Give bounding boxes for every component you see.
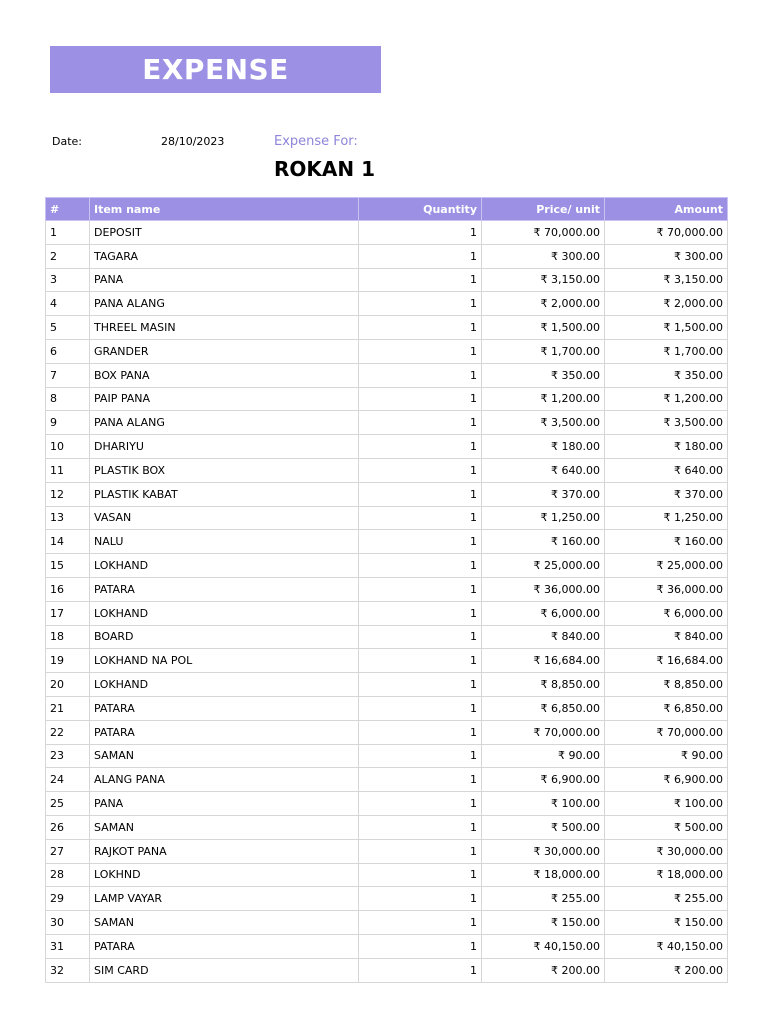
price-unit-cell: ₹ 1,700.00 bbox=[482, 339, 605, 363]
row-number-cell: 17 bbox=[46, 601, 90, 625]
quantity-cell: 1 bbox=[359, 625, 482, 649]
price-unit-cell: ₹ 1,200.00 bbox=[482, 387, 605, 411]
item-name-cell: LOKHAND bbox=[90, 601, 359, 625]
quantity-cell: 1 bbox=[359, 292, 482, 316]
page-title: EXPENSE bbox=[142, 53, 289, 86]
price-unit-cell: ₹ 3,500.00 bbox=[482, 411, 605, 435]
quantity-cell: 1 bbox=[359, 316, 482, 340]
row-number-cell: 2 bbox=[46, 244, 90, 268]
quantity-cell: 1 bbox=[359, 506, 482, 530]
price-unit-cell: ₹ 6,000.00 bbox=[482, 601, 605, 625]
price-unit-cell: ₹ 500.00 bbox=[482, 815, 605, 839]
amount-cell: ₹ 150.00 bbox=[605, 911, 728, 935]
price-unit-cell: ₹ 200.00 bbox=[482, 958, 605, 982]
amount-cell: ₹ 640.00 bbox=[605, 458, 728, 482]
quantity-cell: 1 bbox=[359, 720, 482, 744]
column-header-item-name: Item name bbox=[90, 198, 359, 221]
price-unit-cell: ₹ 70,000.00 bbox=[482, 221, 605, 245]
quantity-cell: 1 bbox=[359, 530, 482, 554]
column-header-number: # bbox=[46, 198, 90, 221]
price-unit-cell: ₹ 30,000.00 bbox=[482, 839, 605, 863]
row-number-cell: 11 bbox=[46, 458, 90, 482]
item-name-cell: PANA bbox=[90, 268, 359, 292]
table-row bbox=[46, 673, 728, 697]
amount-cell: ₹ 90.00 bbox=[605, 744, 728, 768]
price-unit-cell: ₹ 2,000.00 bbox=[482, 292, 605, 316]
row-number-cell: 18 bbox=[46, 625, 90, 649]
quantity-cell: 1 bbox=[359, 696, 482, 720]
table-row bbox=[46, 958, 728, 982]
amount-cell: ₹ 370.00 bbox=[605, 482, 728, 506]
quantity-cell: 1 bbox=[359, 887, 482, 911]
table-row bbox=[46, 506, 728, 530]
row-number-cell: 20 bbox=[46, 673, 90, 697]
table-row bbox=[46, 696, 728, 720]
row-number-cell: 28 bbox=[46, 863, 90, 887]
item-name-cell: SAMAN bbox=[90, 911, 359, 935]
item-name-cell: TAGARA bbox=[90, 244, 359, 268]
item-name-cell: PANA bbox=[90, 792, 359, 816]
expense-table bbox=[45, 197, 728, 983]
amount-cell: ₹ 6,900.00 bbox=[605, 768, 728, 792]
amount-cell: ₹ 1,500.00 bbox=[605, 316, 728, 340]
quantity-cell: 1 bbox=[359, 863, 482, 887]
table-row bbox=[46, 768, 728, 792]
price-unit-cell: ₹ 255.00 bbox=[482, 887, 605, 911]
amount-cell: ₹ 70,000.00 bbox=[605, 221, 728, 245]
table-row bbox=[46, 863, 728, 887]
price-unit-cell: ₹ 300.00 bbox=[482, 244, 605, 268]
quantity-cell: 1 bbox=[359, 458, 482, 482]
price-unit-cell: ₹ 840.00 bbox=[482, 625, 605, 649]
quantity-cell: 1 bbox=[359, 839, 482, 863]
item-name-cell: DEPOSIT bbox=[90, 221, 359, 245]
price-unit-cell: ₹ 90.00 bbox=[482, 744, 605, 768]
item-name-cell: DHARIYU bbox=[90, 435, 359, 459]
price-unit-cell: ₹ 16,684.00 bbox=[482, 649, 605, 673]
quantity-cell: 1 bbox=[359, 363, 482, 387]
header-row bbox=[46, 198, 728, 221]
item-name-cell: ALANG PANA bbox=[90, 768, 359, 792]
price-unit-cell: ₹ 370.00 bbox=[482, 482, 605, 506]
row-number-cell: 21 bbox=[46, 696, 90, 720]
row-number-cell: 1 bbox=[46, 221, 90, 245]
item-name-cell: BOX PANA bbox=[90, 363, 359, 387]
column-header-amount: Amount bbox=[605, 198, 728, 221]
item-name-cell: PATARA bbox=[90, 934, 359, 958]
row-number-cell: 16 bbox=[46, 577, 90, 601]
expense-for-value: ROKAN 1 bbox=[274, 157, 375, 181]
quantity-cell: 1 bbox=[359, 815, 482, 839]
item-name-cell: LOKHAND NA POL bbox=[90, 649, 359, 673]
amount-cell: ₹ 6,000.00 bbox=[605, 601, 728, 625]
table-row bbox=[46, 363, 728, 387]
expense-for-label: Expense For: bbox=[274, 134, 358, 149]
price-unit-cell: ₹ 1,500.00 bbox=[482, 316, 605, 340]
price-unit-cell: ₹ 180.00 bbox=[482, 435, 605, 459]
price-unit-cell: ₹ 36,000.00 bbox=[482, 577, 605, 601]
item-name-cell: LOKHAND bbox=[90, 673, 359, 697]
row-number-cell: 8 bbox=[46, 387, 90, 411]
price-unit-cell: ₹ 3,150.00 bbox=[482, 268, 605, 292]
row-number-cell: 25 bbox=[46, 792, 90, 816]
price-unit-cell: ₹ 70,000.00 bbox=[482, 720, 605, 744]
row-number-cell: 19 bbox=[46, 649, 90, 673]
amount-cell: ₹ 70,000.00 bbox=[605, 720, 728, 744]
item-name-cell: LAMP VAYAR bbox=[90, 887, 359, 911]
row-number-cell: 22 bbox=[46, 720, 90, 744]
price-unit-cell: ₹ 8,850.00 bbox=[482, 673, 605, 697]
table-row bbox=[46, 554, 728, 578]
price-unit-cell: ₹ 160.00 bbox=[482, 530, 605, 554]
table-row bbox=[46, 530, 728, 554]
quantity-cell: 1 bbox=[359, 792, 482, 816]
table-header bbox=[46, 198, 728, 221]
amount-cell: ₹ 3,500.00 bbox=[605, 411, 728, 435]
column-header-quantity: Quantity bbox=[359, 198, 482, 221]
item-name-cell: PATARA bbox=[90, 577, 359, 601]
item-name-cell: VASAN bbox=[90, 506, 359, 530]
item-name-cell: PANA ALANG bbox=[90, 292, 359, 316]
row-number-cell: 5 bbox=[46, 316, 90, 340]
quantity-cell: 1 bbox=[359, 911, 482, 935]
table-row bbox=[46, 435, 728, 459]
row-number-cell: 10 bbox=[46, 435, 90, 459]
quantity-cell: 1 bbox=[359, 411, 482, 435]
amount-cell: ₹ 255.00 bbox=[605, 887, 728, 911]
amount-cell: ₹ 100.00 bbox=[605, 792, 728, 816]
date-label: Date: bbox=[52, 135, 82, 148]
row-number-cell: 27 bbox=[46, 839, 90, 863]
amount-cell: ₹ 18,000.00 bbox=[605, 863, 728, 887]
table-row bbox=[46, 649, 728, 673]
amount-cell: ₹ 30,000.00 bbox=[605, 839, 728, 863]
row-number-cell: 29 bbox=[46, 887, 90, 911]
amount-cell: ₹ 500.00 bbox=[605, 815, 728, 839]
item-name-cell: LOKHND bbox=[90, 863, 359, 887]
table-row bbox=[46, 792, 728, 816]
amount-cell: ₹ 40,150.00 bbox=[605, 934, 728, 958]
amount-cell: ₹ 36,000.00 bbox=[605, 577, 728, 601]
amount-cell: ₹ 200.00 bbox=[605, 958, 728, 982]
table-row bbox=[46, 458, 728, 482]
price-unit-cell: ₹ 18,000.00 bbox=[482, 863, 605, 887]
amount-cell: ₹ 1,700.00 bbox=[605, 339, 728, 363]
row-number-cell: 30 bbox=[46, 911, 90, 935]
price-unit-cell: ₹ 150.00 bbox=[482, 911, 605, 935]
price-unit-cell: ₹ 25,000.00 bbox=[482, 554, 605, 578]
item-name-cell: PANA ALANG bbox=[90, 411, 359, 435]
table-row bbox=[46, 815, 728, 839]
amount-cell: ₹ 16,684.00 bbox=[605, 649, 728, 673]
item-name-cell: PAIP PANA bbox=[90, 387, 359, 411]
row-number-cell: 24 bbox=[46, 768, 90, 792]
table-row bbox=[46, 839, 728, 863]
quantity-cell: 1 bbox=[359, 673, 482, 697]
table-row bbox=[46, 625, 728, 649]
row-number-cell: 31 bbox=[46, 934, 90, 958]
amount-cell: ₹ 160.00 bbox=[605, 530, 728, 554]
quantity-cell: 1 bbox=[359, 244, 482, 268]
price-unit-cell: ₹ 6,850.00 bbox=[482, 696, 605, 720]
item-name-cell: LOKHAND bbox=[90, 554, 359, 578]
row-number-cell: 26 bbox=[46, 815, 90, 839]
price-unit-cell: ₹ 6,900.00 bbox=[482, 768, 605, 792]
item-name-cell: PLASTIK KABAT bbox=[90, 482, 359, 506]
item-name-cell: SAMAN bbox=[90, 744, 359, 768]
item-name-cell: THREEL MASIN bbox=[90, 316, 359, 340]
quantity-cell: 1 bbox=[359, 934, 482, 958]
row-number-cell: 9 bbox=[46, 411, 90, 435]
item-name-cell: SAMAN bbox=[90, 815, 359, 839]
amount-cell: ₹ 1,200.00 bbox=[605, 387, 728, 411]
row-number-cell: 3 bbox=[46, 268, 90, 292]
price-unit-cell: ₹ 1,250.00 bbox=[482, 506, 605, 530]
row-number-cell: 7 bbox=[46, 363, 90, 387]
quantity-cell: 1 bbox=[359, 339, 482, 363]
table-row bbox=[46, 411, 728, 435]
table-row bbox=[46, 244, 728, 268]
table-row bbox=[46, 720, 728, 744]
table-row bbox=[46, 934, 728, 958]
quantity-cell: 1 bbox=[359, 554, 482, 578]
row-number-cell: 6 bbox=[46, 339, 90, 363]
table-row bbox=[46, 268, 728, 292]
quantity-cell: 1 bbox=[359, 577, 482, 601]
column-header-price-unit: Price/ unit bbox=[482, 198, 605, 221]
row-number-cell: 13 bbox=[46, 506, 90, 530]
table-row bbox=[46, 577, 728, 601]
item-name-cell: NALU bbox=[90, 530, 359, 554]
row-number-cell: 14 bbox=[46, 530, 90, 554]
quantity-cell: 1 bbox=[359, 387, 482, 411]
row-number-cell: 23 bbox=[46, 744, 90, 768]
amount-cell: ₹ 840.00 bbox=[605, 625, 728, 649]
item-name-cell: BOARD bbox=[90, 625, 359, 649]
table-row bbox=[46, 887, 728, 911]
amount-cell: ₹ 300.00 bbox=[605, 244, 728, 268]
item-name-cell: PLASTIK BOX bbox=[90, 458, 359, 482]
amount-cell: ₹ 350.00 bbox=[605, 363, 728, 387]
table-row bbox=[46, 221, 728, 245]
quantity-cell: 1 bbox=[359, 744, 482, 768]
quantity-cell: 1 bbox=[359, 221, 482, 245]
table-row bbox=[46, 316, 728, 340]
quantity-cell: 1 bbox=[359, 768, 482, 792]
row-number-cell: 4 bbox=[46, 292, 90, 316]
price-unit-cell: ₹ 40,150.00 bbox=[482, 934, 605, 958]
item-name-cell: GRANDER bbox=[90, 339, 359, 363]
quantity-cell: 1 bbox=[359, 435, 482, 459]
price-unit-cell: ₹ 100.00 bbox=[482, 792, 605, 816]
amount-cell: ₹ 3,150.00 bbox=[605, 268, 728, 292]
table-body bbox=[46, 221, 728, 983]
title-banner bbox=[50, 46, 381, 93]
amount-cell: ₹ 180.00 bbox=[605, 435, 728, 459]
row-number-cell: 32 bbox=[46, 958, 90, 982]
amount-cell: ₹ 6,850.00 bbox=[605, 696, 728, 720]
date-value: 28/10/2023 bbox=[161, 135, 225, 148]
table-row bbox=[46, 601, 728, 625]
quantity-cell: 1 bbox=[359, 482, 482, 506]
price-unit-cell: ₹ 640.00 bbox=[482, 458, 605, 482]
quantity-cell: 1 bbox=[359, 958, 482, 982]
item-name-cell: PATARA bbox=[90, 696, 359, 720]
table-row bbox=[46, 292, 728, 316]
table-row bbox=[46, 387, 728, 411]
item-name-cell: SIM CARD bbox=[90, 958, 359, 982]
item-name-cell: PATARA bbox=[90, 720, 359, 744]
table-row bbox=[46, 911, 728, 935]
price-unit-cell: ₹ 350.00 bbox=[482, 363, 605, 387]
table-row bbox=[46, 482, 728, 506]
row-number-cell: 15 bbox=[46, 554, 90, 578]
quantity-cell: 1 bbox=[359, 649, 482, 673]
quantity-cell: 1 bbox=[359, 601, 482, 625]
table-row bbox=[46, 339, 728, 363]
item-name-cell: RAJKOT PANA bbox=[90, 839, 359, 863]
amount-cell: ₹ 8,850.00 bbox=[605, 673, 728, 697]
amount-cell: ₹ 2,000.00 bbox=[605, 292, 728, 316]
table-row bbox=[46, 744, 728, 768]
quantity-cell: 1 bbox=[359, 268, 482, 292]
amount-cell: ₹ 1,250.00 bbox=[605, 506, 728, 530]
amount-cell: ₹ 25,000.00 bbox=[605, 554, 728, 578]
row-number-cell: 12 bbox=[46, 482, 90, 506]
